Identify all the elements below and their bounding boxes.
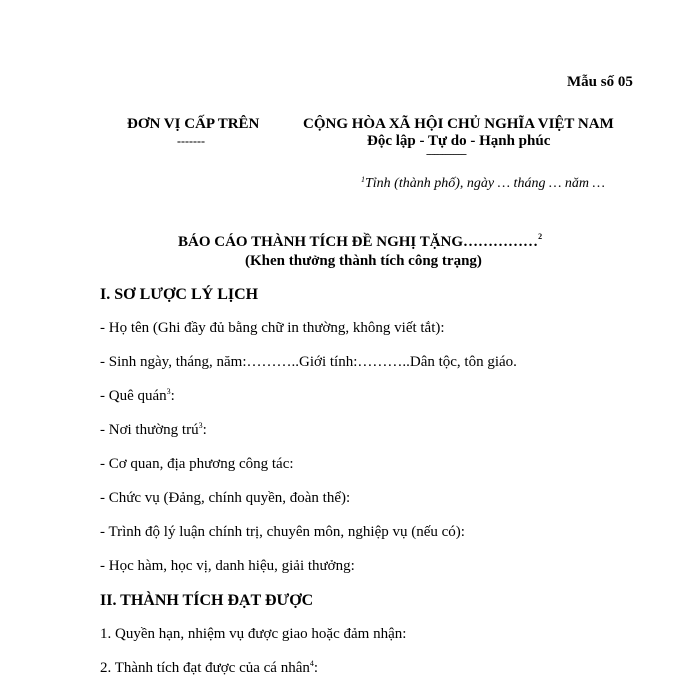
section-1-heading: I. SƠ LƯỢC LÝ LỊCH [100, 286, 259, 303]
achievement-item-1: 1. Quyền hạn, nhiệm vụ được giao hoặc đảm nhận: [100, 626, 407, 642]
achievement-item-2 [100, 660, 318, 677]
section-2-heading: II. THÀNH TÍCH ĐẠT ĐƯỢC [100, 592, 314, 609]
superior-unit-rule: ------- [177, 134, 205, 148]
national-title: CỘNG HÒA XÃ HỘI CHỦ NGHĨA VIỆT NAM [303, 116, 614, 132]
info-line-birth: - Sinh ngày, tháng, năm:………..Giới tính:………..Dân tộc, tôn giáo. [100, 354, 517, 370]
info-line-colon: : [170, 388, 175, 404]
footnote-marker: 1 [361, 175, 365, 184]
footnote-marker: 3 [166, 387, 171, 396]
report-title [178, 234, 542, 251]
achievement-item-2-colon: : [313, 660, 319, 676]
report-subtitle: (Khen thưởng thành tích công trạng) [245, 253, 482, 269]
national-motto: Độc lập - Tự do - Hạnh phúc [367, 133, 551, 149]
achievement-item-2-text: 2. Thành tích đạt được của cá nhân [100, 660, 310, 676]
info-line-hometown [100, 388, 175, 405]
info-line-fullname: - Họ tên (Ghi đầy đủ bằng chữ in thường, không viết tắt): [100, 320, 445, 336]
info-line-workplace: - Cơ quan, địa phương công tác: [100, 456, 294, 472]
place-date-text: Tỉnh (thành phố), ngày … tháng … năm … [365, 176, 605, 191]
info-line-titles: - Học hàm, học vị, danh hiệu, giải thưởng: [100, 558, 355, 574]
footnote-marker: 3 [198, 421, 203, 430]
info-line-qualification: - Trình độ lý luận chính trị, chuyên môn, nghiệp vụ (nếu có): [100, 524, 465, 540]
place-date-line [361, 176, 605, 192]
report-title-text: BÁO CÁO THÀNH TÍCH ĐỀ NGHỊ TẶNG…………… [178, 234, 539, 250]
info-line-position: - Chức vụ (Đảng, chính quyền, đoàn thể): [100, 490, 351, 506]
motto-rule: --------------- [426, 148, 466, 160]
info-line-residence [100, 422, 207, 439]
footnote-marker: 4 [309, 659, 314, 668]
info-line-colon: : [202, 422, 207, 438]
footnote-marker: 2 [538, 232, 543, 241]
info-line-hometown-text: - Quê quán [100, 388, 167, 404]
info-line-residence-text: - Nơi thường trú [100, 422, 199, 438]
form-number: Mẫu số 05 [567, 74, 633, 90]
superior-unit-label: ĐƠN VỊ CẤP TRÊN [127, 116, 260, 132]
